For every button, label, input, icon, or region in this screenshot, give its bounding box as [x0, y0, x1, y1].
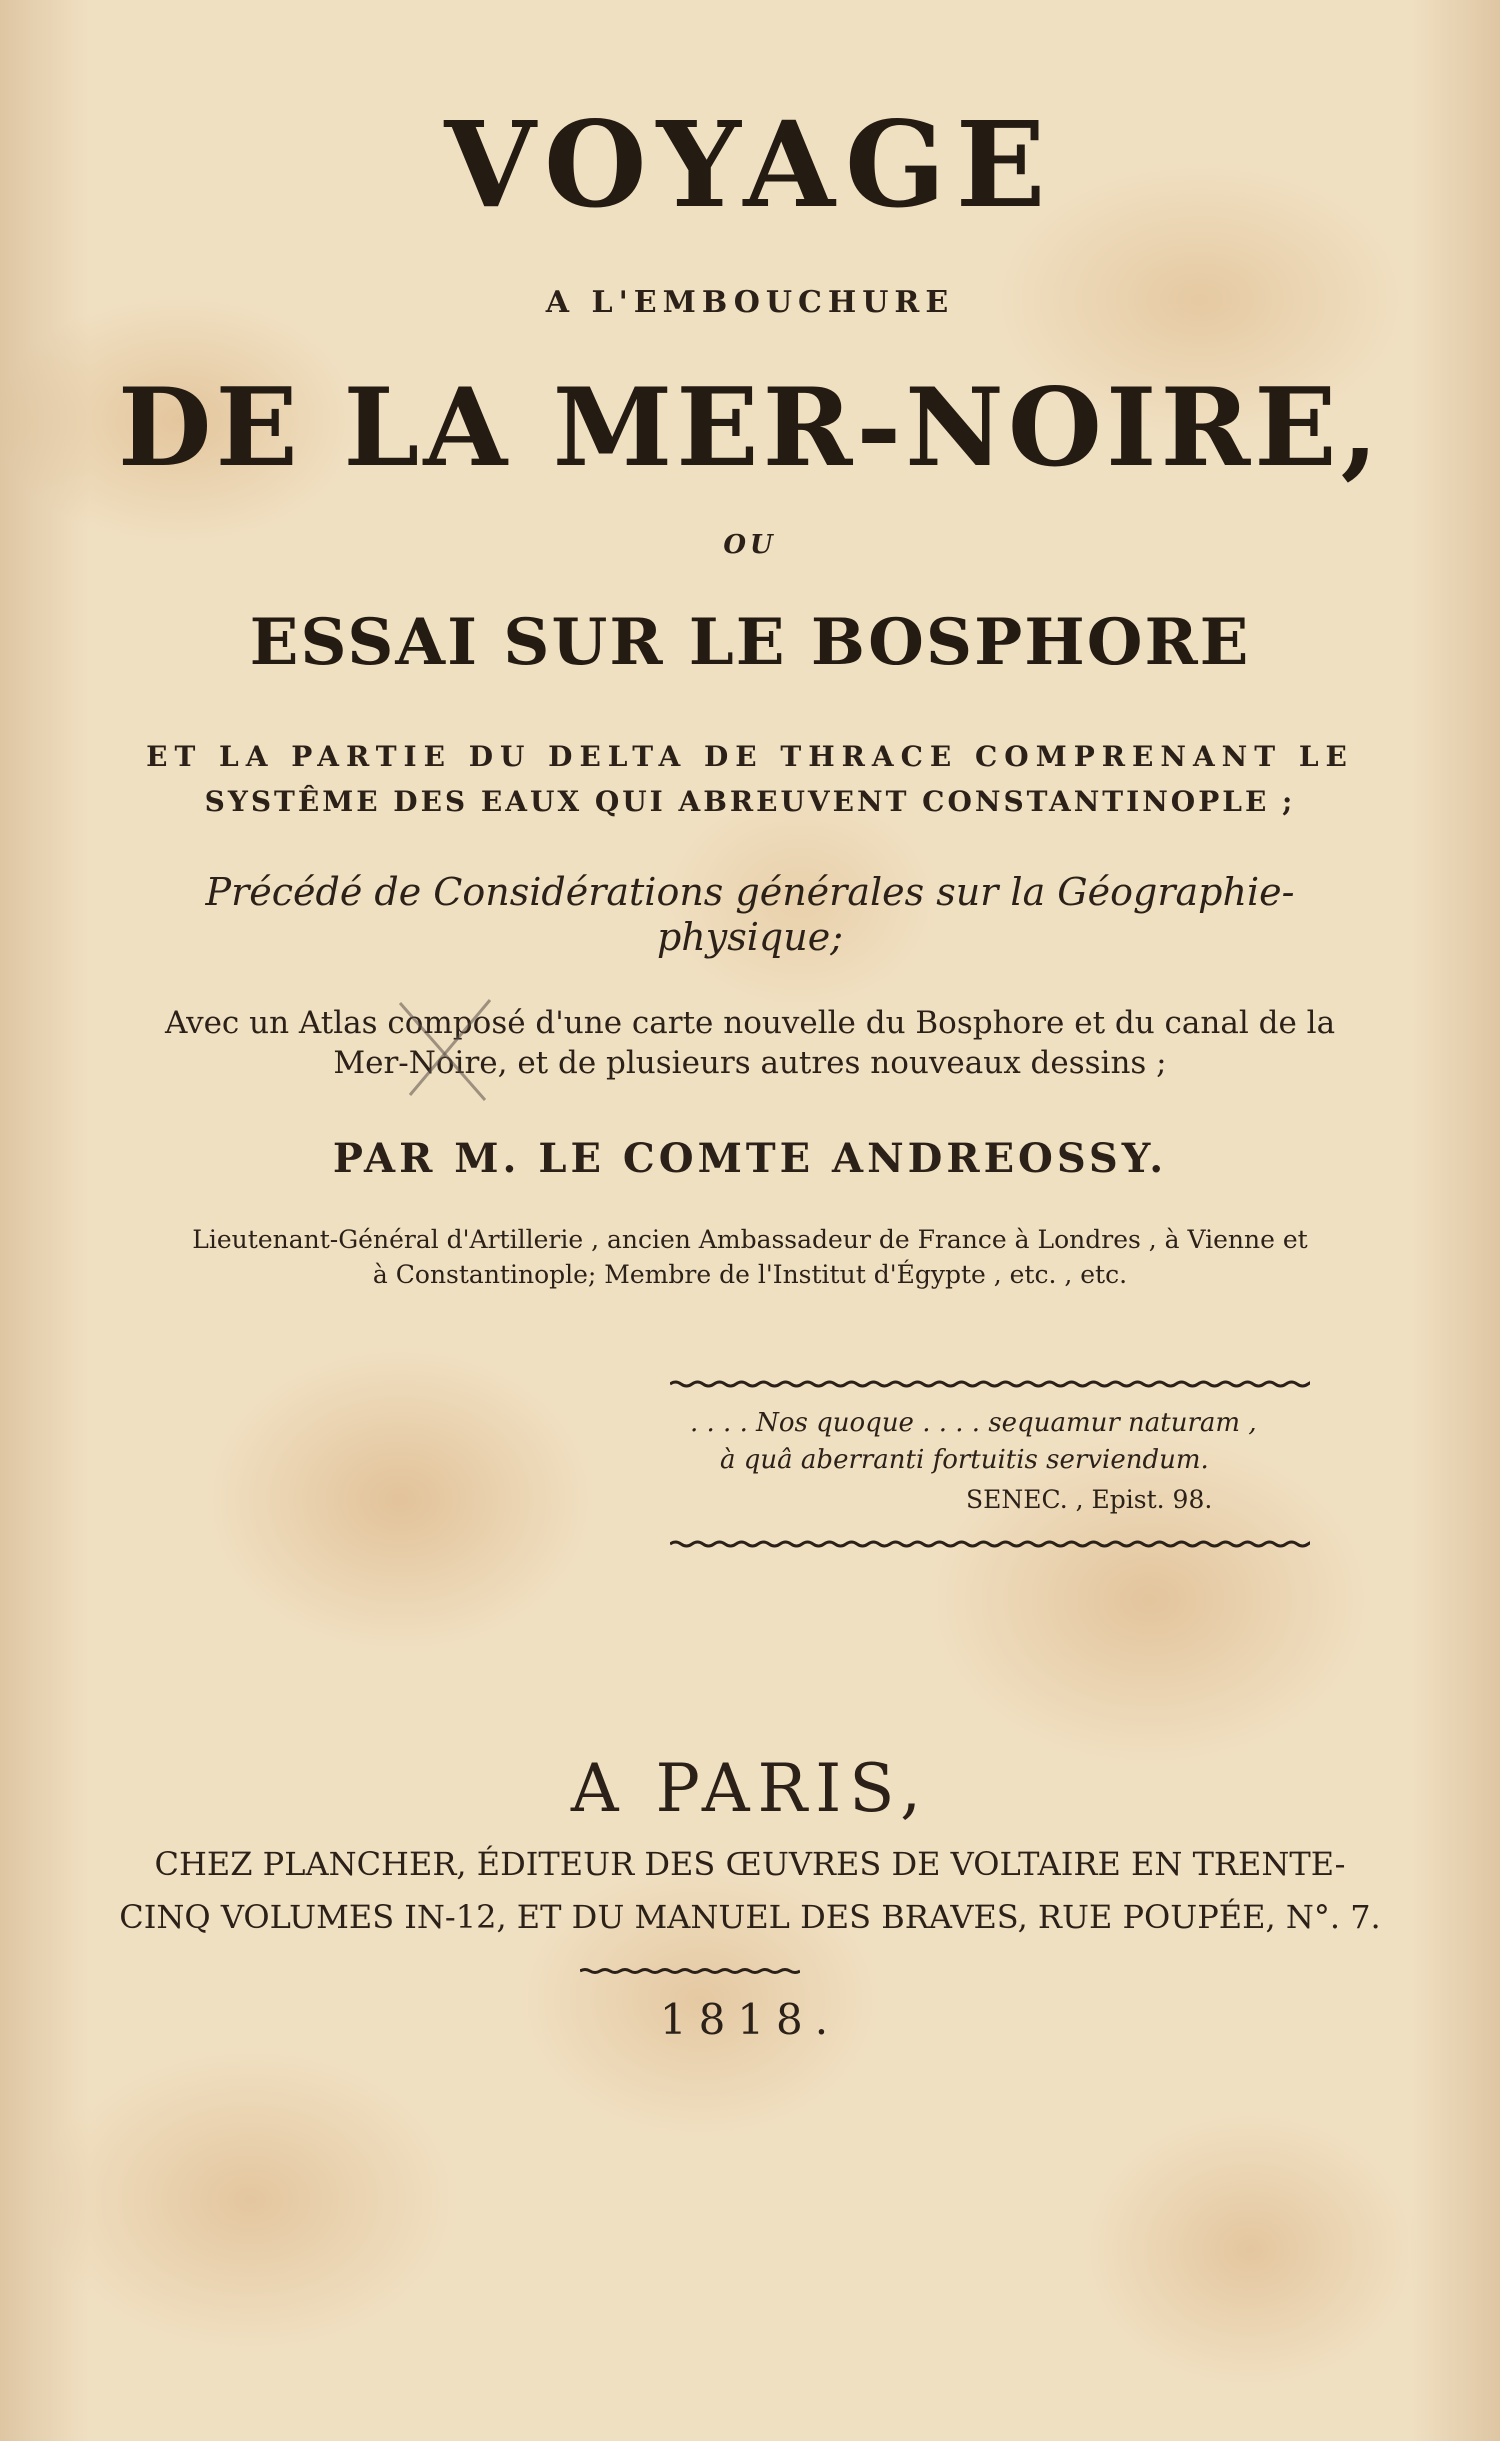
epigraph-source: SENEC. , Epist. 98.	[966, 1485, 1213, 1514]
title-ou: OU	[723, 530, 777, 560]
epigraph-line-1: . . . . Nos quoque . . . . sequamur naturam ,	[690, 1408, 1257, 1438]
author-title-2: à Constantinople; Membre de l'Institut d'Égypte , etc. , etc.	[372, 1260, 1128, 1289]
author-title-1: Lieutenant-Général d'Artillerie , ancien Ambassadeur de France à Londres , à Vienne et	[192, 1225, 1308, 1254]
subtitle-line-1: ET LA PARTIE DU DELTA DE THRACE COMPRENANT LE	[146, 740, 1354, 773]
preceded-line-1: Précédé de Considérations générales sur la Géographie-	[205, 870, 1295, 914]
subtitle-line-2: SYSTÊME DES EAUX QUI ABREUVENT CONSTANTINOPLE ;	[204, 785, 1296, 818]
imprint-line-1: CHEZ PLANCHER, ÉDITEUR DES ŒUVRES DE VOLTAIRE EN TRENTE-	[154, 1845, 1346, 1883]
preceded-line-2: physique;	[656, 915, 843, 959]
imprint-line-2: CINQ VOLUMES IN-12, ET DU MANUEL DES BRAVES, RUE POUPÉE, N°. 7.	[119, 1898, 1381, 1936]
ornament-rule-bottom	[670, 1538, 1310, 1552]
title-voyage: VOYAGE	[444, 95, 1056, 234]
title-prefix: A L'EMBOUCHURE	[545, 285, 955, 320]
imprint-city: A PARIS,	[570, 1750, 930, 1827]
title-essai: ESSAI SUR LE BOSPHORE	[249, 605, 1251, 680]
atlas-line-1: Avec un Atlas composé d'une carte nouvelle du Bosphore et du canal de la	[164, 1005, 1336, 1041]
epigraph-line-2: à quâ aberranti fortuitis serviendum.	[720, 1445, 1209, 1475]
pencil-cross-mark	[385, 995, 505, 1105]
author-line: PAR M. LE COMTE ANDREOSSY.	[332, 1135, 1168, 1182]
ornament-rule-top	[670, 1378, 1310, 1392]
ornament-rule-small	[580, 1965, 800, 1979]
imprint-year: 1818.	[659, 1995, 841, 2044]
atlas-line-2: Mer-Noire, et de plusieurs autres nouveaux dessins ;	[333, 1045, 1167, 1081]
title-place: DE LA MER-NOIRE,	[117, 365, 1383, 491]
